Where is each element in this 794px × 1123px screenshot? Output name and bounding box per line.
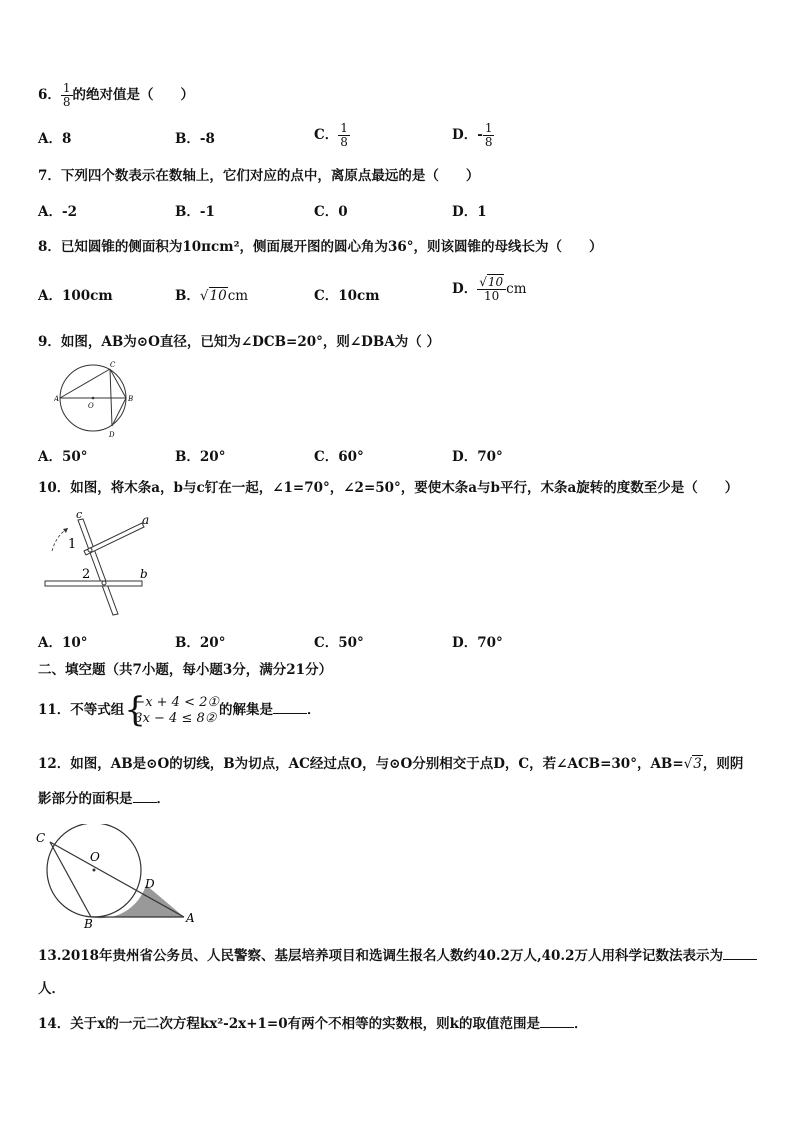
- q9-label-b: B: [128, 395, 134, 403]
- q10-label-angle1: 1: [68, 537, 77, 552]
- q9-option-b[interactable]: B．20°: [175, 449, 226, 465]
- q7-option-a[interactable]: A．-2: [38, 204, 77, 220]
- q12-sqrt: √3: [683, 756, 702, 772]
- q6-frac-num: 1: [62, 81, 71, 95]
- question-9: 9．如图，AB为⊙O直径，已知为∠DCB=20°，则∠DBA为（ ）: [38, 334, 440, 350]
- q6-frac-den: 8: [62, 95, 71, 109]
- q6-option-d-label: D．-: [452, 127, 483, 143]
- question-13-line-2: 人．: [38, 981, 65, 997]
- q8-option-b-radicand: 10: [209, 288, 227, 304]
- question-11: [38, 689, 321, 730]
- q8-option-c[interactable]: C．10cm: [314, 288, 380, 304]
- q12-text-2-end: ．: [156, 791, 170, 807]
- q8-option-d-label: D．: [452, 281, 478, 297]
- question-12-line-2: [38, 790, 170, 808]
- q6-option-d-fraction: [483, 122, 495, 149]
- q9-option-d[interactable]: D．70°: [452, 449, 503, 465]
- q10-option-b[interactable]: B．20°: [175, 635, 226, 651]
- q8-option-d-den: 10: [477, 289, 506, 303]
- q11-inequality-1: −x + 4 < 2①: [134, 694, 220, 710]
- q12-label-o: O: [90, 850, 100, 864]
- question-6: [38, 82, 194, 109]
- q9-label-o: O: [88, 402, 94, 410]
- q8-option-a[interactable]: A．100cm: [38, 288, 113, 304]
- q6-option-b[interactable]: B．-8: [175, 131, 215, 147]
- q8-option-b-sqrt: √10: [199, 288, 227, 304]
- q8-option-d[interactable]: [452, 276, 527, 303]
- q6-option-d[interactable]: [452, 122, 494, 149]
- q9-label-a: A: [54, 395, 60, 403]
- q8-option-d-radicand: 10: [487, 275, 504, 289]
- q12-text-end: ，则阴: [702, 756, 744, 772]
- q7-option-b[interactable]: B．-1: [175, 204, 215, 220]
- q8-option-b-label: B．: [175, 288, 200, 304]
- question-7: 7．下列四个数表示在数轴上，它们对应的点中，离原点最远的是（ ）: [38, 168, 480, 184]
- q6-option-c-label: C．: [314, 127, 339, 143]
- q11-inequality-2: 3x − 4 ≤ 8②: [134, 710, 217, 726]
- q10-label-angle2: 2: [82, 567, 91, 582]
- q6-prefix: 6．: [38, 87, 61, 103]
- q12-text-2: 影部分的面积是: [38, 791, 133, 807]
- q14-end: ．: [573, 1016, 588, 1032]
- q12-answer-blank[interactable]: [133, 790, 157, 803]
- q11-prefix: 11．不等式组: [38, 702, 125, 718]
- q11-inequality-system: { −x + 4 < 2① 3x − 4 ≤ 8②: [124, 689, 220, 730]
- question-12-line-1: [38, 755, 743, 773]
- question-13-line-1: [38, 947, 757, 965]
- q12-tangent-figure: [34, 824, 204, 928]
- question-14: [38, 1015, 587, 1033]
- q13-text: 13.2018年贵州省公务员、人民警察、基层培养项目和选调生报名人数约40.2万人,40.2万人用科学记数法表示为: [38, 948, 724, 964]
- q9-label-c: C: [110, 361, 116, 369]
- q11-end: ．: [307, 702, 321, 718]
- section-2-title: 二、填空题（共7小题，每小题3分，满分21分）: [38, 662, 333, 678]
- q9-option-a[interactable]: A．50°: [38, 449, 88, 465]
- q7-option-c[interactable]: C．0: [314, 204, 348, 220]
- q11-suffix: 的解集是: [219, 702, 274, 718]
- q10-label-c: c: [76, 508, 83, 521]
- question-8: 8．已知圆锥的侧面积为10πcm²，侧面展开图的圆心角为36°，则该圆锥的母线长为（ ）: [38, 239, 603, 255]
- q8-option-d-unit: cm: [506, 281, 527, 297]
- q10-option-a[interactable]: A．10°: [38, 635, 88, 651]
- q10-label-b: b: [140, 567, 148, 581]
- q11-answer-blank[interactable]: [273, 701, 307, 714]
- q6-option-c[interactable]: [314, 122, 350, 149]
- q13-answer-blank[interactable]: [723, 947, 757, 960]
- q12-label-d: D: [145, 877, 155, 891]
- q8-option-b[interactable]: [175, 287, 248, 305]
- q9-option-c[interactable]: C．60°: [314, 449, 364, 465]
- q12-text: 12．如图，AB是⊙O的切线，B为切点，AC经过点O，与⊙O分别相交于点D，C，若∠ACB=30°，AB=: [38, 756, 684, 772]
- q8-option-d-num: √10: [479, 275, 504, 289]
- q10-option-d[interactable]: D．70°: [452, 635, 503, 651]
- q12-label-c: C: [36, 831, 46, 845]
- q6-option-c-den: 8: [340, 135, 348, 149]
- q8-option-b-unit: cm: [227, 288, 249, 304]
- q9-label-d: D: [109, 431, 115, 439]
- q10-option-c[interactable]: C．50°: [314, 635, 364, 651]
- q6-option-d-num: 1: [484, 121, 493, 135]
- q6-option-d-den: 8: [484, 135, 493, 149]
- q10-label-a: a: [142, 513, 150, 527]
- q8-option-d-fraction: [477, 276, 506, 303]
- question-10: 10．如图，将木条a，b与c钉在一起，∠1=70°，∠2=50°，要使木条a与b平行，木条a旋转的度数至少是（ ）: [38, 480, 739, 496]
- q14-text: 14．关于x的一元二次方程kx²-2x+1=0有两个不相等的实数根，则k的取值范围是: [38, 1016, 540, 1032]
- q9-circle-figure: [54, 358, 140, 442]
- q12-label-b: B: [84, 917, 93, 928]
- q6-option-a[interactable]: A．8: [38, 131, 72, 147]
- q6-option-c-num: 1: [340, 121, 348, 135]
- q6-option-c-fraction: [338, 122, 350, 149]
- q6-fraction: [61, 82, 73, 109]
- q14-answer-blank[interactable]: [540, 1015, 574, 1028]
- q12-radicand: 3: [693, 756, 702, 772]
- q6-suffix: 的绝对值是（ ）: [72, 87, 195, 103]
- q7-option-d[interactable]: D．1: [452, 204, 487, 220]
- q10-sticks-figure: [38, 506, 158, 618]
- q12-label-a: A: [186, 911, 195, 925]
